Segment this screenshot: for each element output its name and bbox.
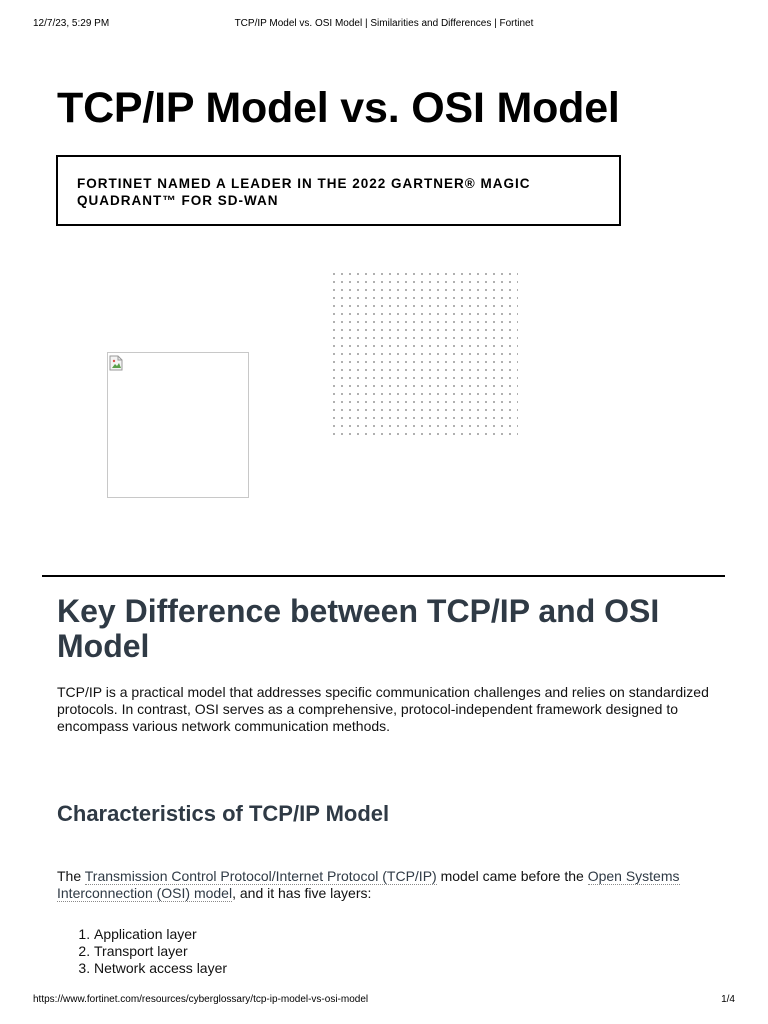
- tcpip-paragraph: [57, 868, 717, 902]
- dot-pattern-decoration: [330, 270, 518, 436]
- tcpip-link[interactable]: Transmission Control Protocol/Internet Protocol (TCP/IP): [84, 868, 437, 884]
- layers-list: [57, 926, 494, 977]
- intro-paragraph: TCP/IP is a practical model that addresses specific communication challenges and relies on standardized protocols. In contrast, OSI serves as a comprehensive, protocol-independent framework designed to encompass various network communication methods.: [57, 684, 709, 734]
- promo-text[interactable]: FORTINET NAMED A LEADER IN THE 2022 GARTNER® MAGIC QUADRANT™ FOR SD-WAN: [77, 176, 531, 208]
- subsection-title: Characteristics of TCP/IP Model: [57, 801, 390, 826]
- print-datetime: 12/7/23, 5:29 PM: [33, 18, 110, 29]
- osi-model-link[interactable]: Open Systems Interconnection (OSI) model: [57, 868, 680, 901]
- page-count: 1/4: [721, 994, 735, 1005]
- promo-banner[interactable]: [56, 155, 621, 226]
- text-fragment: model came before the: [436, 868, 588, 884]
- broken-image-placeholder: [107, 352, 249, 498]
- section-title: Key Difference between TCP/IP and OSI Model: [57, 593, 660, 664]
- text-fragment: , and it has five layers:: [232, 885, 372, 901]
- print-header: [0, 17, 768, 31]
- broken-image-icon: [109, 355, 123, 371]
- print-url: https://www.fortinet.com/resources/cyberglossary/tcp-ip-model-vs-osi-model: [33, 994, 369, 1005]
- page-title: TCP/IP Model vs. OSI Model: [57, 84, 620, 132]
- section-divider: [42, 575, 725, 577]
- list-item: 1. Application layer: [94, 926, 494, 943]
- list-item: 3. Network access layer: [94, 960, 494, 977]
- print-document-title: TCP/IP Model vs. OSI Model | Similarities and Differences | Fortinet: [234, 18, 534, 29]
- text-fragment: The: [57, 868, 85, 884]
- list-item: 2. Transport layer: [94, 943, 494, 960]
- print-footer: [0, 993, 768, 1007]
